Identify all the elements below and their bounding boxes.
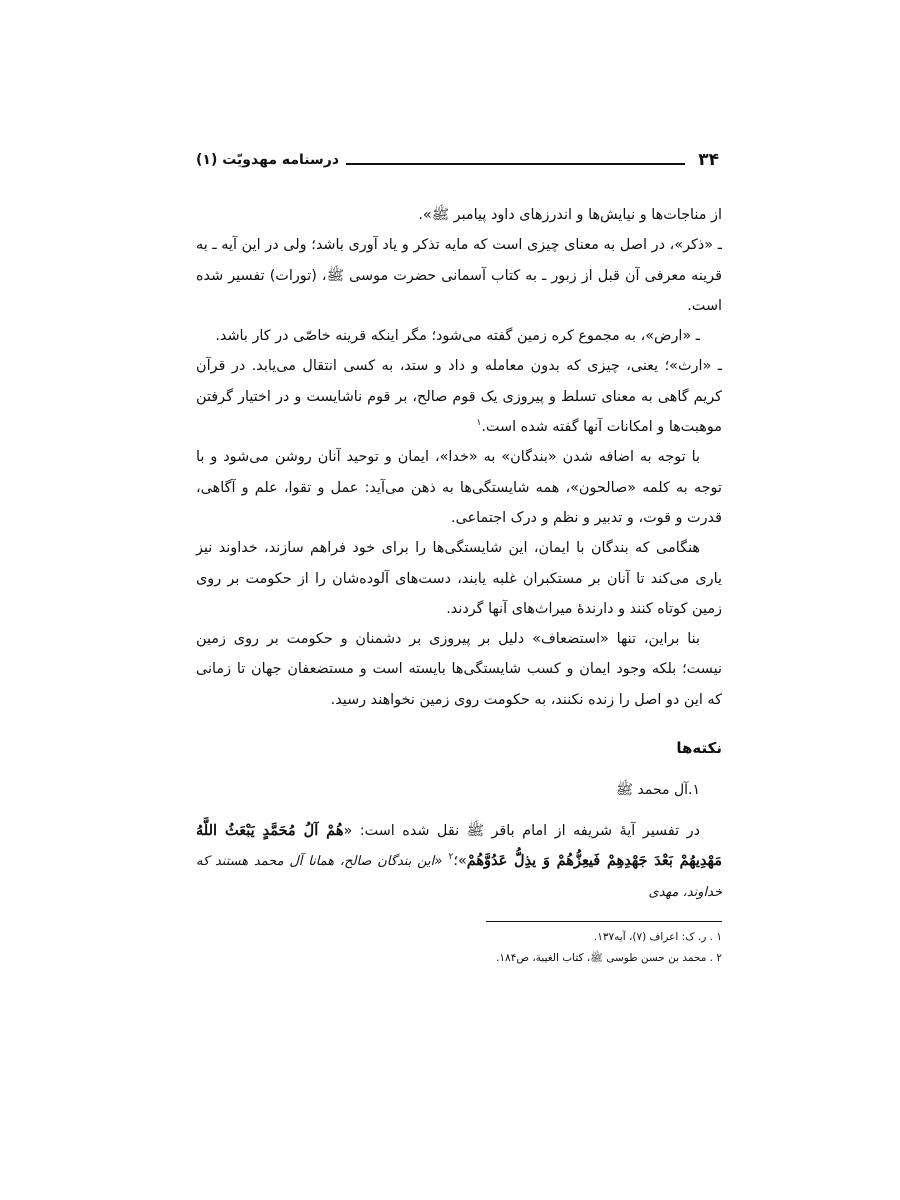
paragraph: با توجه به اضافه شدن «بندگان» به «خدا»، ایمان و توحید آنان روشن می‌شود و با توجه به کلمه «صالحون»، همه شایستگی‌ها به ذهن می‌آید: عمل و تقوا، علم و آگاهی، قدرت و قوت، و تدبیر و نظم و درک اجتماعی. bbox=[196, 449, 722, 526]
paragraph: هنگامی که بندگان با ایمان، این شایستگی‌ها را برای خود فراهم سازند، خداوند نیز یاری می‌کند تا آنان بر مستکبران غلبه یابند، دست‌های آلوده‌شان را از حکومت بر روی زمین کوتاه کنند و دارندهٔ میراث‌های آنها گردند. bbox=[196, 540, 722, 617]
quote-paragraph bbox=[196, 816, 722, 909]
header-rule bbox=[346, 163, 685, 165]
arabic-quote: هُمْ آلُ مُحَمَّدٍ يَبْعَثُ اللَّهُ مَهْدِيهُمْ بَعْدَ جَهْدِهِمْ فَيعِزُّهُمْ وَ يذِلُّ عَدُوَّهُمْ bbox=[196, 821, 723, 869]
paragraph: از مناجات‌ها و نیایش‌ها و اندرزهای داود پیامبر ﷺ». bbox=[418, 207, 722, 223]
footnote-divider bbox=[486, 921, 722, 922]
quote-close: »؛ bbox=[453, 852, 467, 869]
footnote: ۱ . ر. ک: اعراف (۷)، آیه۱۳۷. bbox=[593, 931, 722, 943]
footnotes bbox=[380, 927, 722, 969]
footnote-ref[interactable]: ۲ bbox=[448, 852, 454, 863]
paragraph-text: ـ «ارث»؛ یعنی، چیزی که بدون معامله و داد و ستد، به کسی انتقال می‌یابد. در قرآن کریم گاهی به معنای تسلط و پیروزی یک قوم صالح، بر قوم ناشایست و در اختیار گرفتن موهبت‌ها و امکانات آنها گفته شده است. bbox=[196, 358, 722, 436]
paragraph bbox=[196, 351, 722, 442]
paragraph: بنا براین، تنها «استضعاف» دلیل بر پیروزی بر دشمنان و حکومت بر روی زمین نیست؛ بلکه وجود ایمان و کسب شایستگی‌ها بایسته است و مستضعفان جهان تا زمانی که این دو اصل را زنده نکنند، به حکومت روی زمین نخواهند رسید. bbox=[196, 631, 722, 708]
main-text bbox=[196, 200, 722, 909]
book-title: درسنامه مهدویّت (۱) bbox=[196, 152, 340, 168]
footnote-ref[interactable]: ۱ bbox=[476, 418, 482, 429]
quote-translation: «این بندگان صالح، همانا آل محمد هستند که خداوند، مهدی bbox=[196, 853, 722, 901]
quote-intro: در تفسیر آیهٔ شریفه از امام باقر ﷺ نقل شده است: « bbox=[343, 822, 701, 839]
paragraph: ـ «ارض»، به مجموع کره زمین گفته می‌شود؛ مگر اینکه قرینه خاصّی در کار باشد. bbox=[215, 328, 700, 345]
paragraph: ـ «ذکر»، در اصل به معنای چیزی است که مایه تذکر و یاد آوری باشد؛ ولی در این آیه ـ به قرینه معرفی آن قبل از زبور ـ به کتاب آسمانی حضرت موسی ﷺ، (تورات) تفسیر شده است. bbox=[196, 237, 722, 314]
section-heading: نکته‌ها bbox=[676, 739, 722, 758]
page-number: ۳۴ bbox=[698, 150, 719, 170]
subsection-heading: ۱.آل محمد ﷺ bbox=[616, 782, 700, 799]
running-header bbox=[196, 150, 719, 176]
footnote: ۲ . محمد بن حسن طوسی ﷺ، کتاب الغیبة، ص۱۸۴. bbox=[496, 952, 722, 964]
